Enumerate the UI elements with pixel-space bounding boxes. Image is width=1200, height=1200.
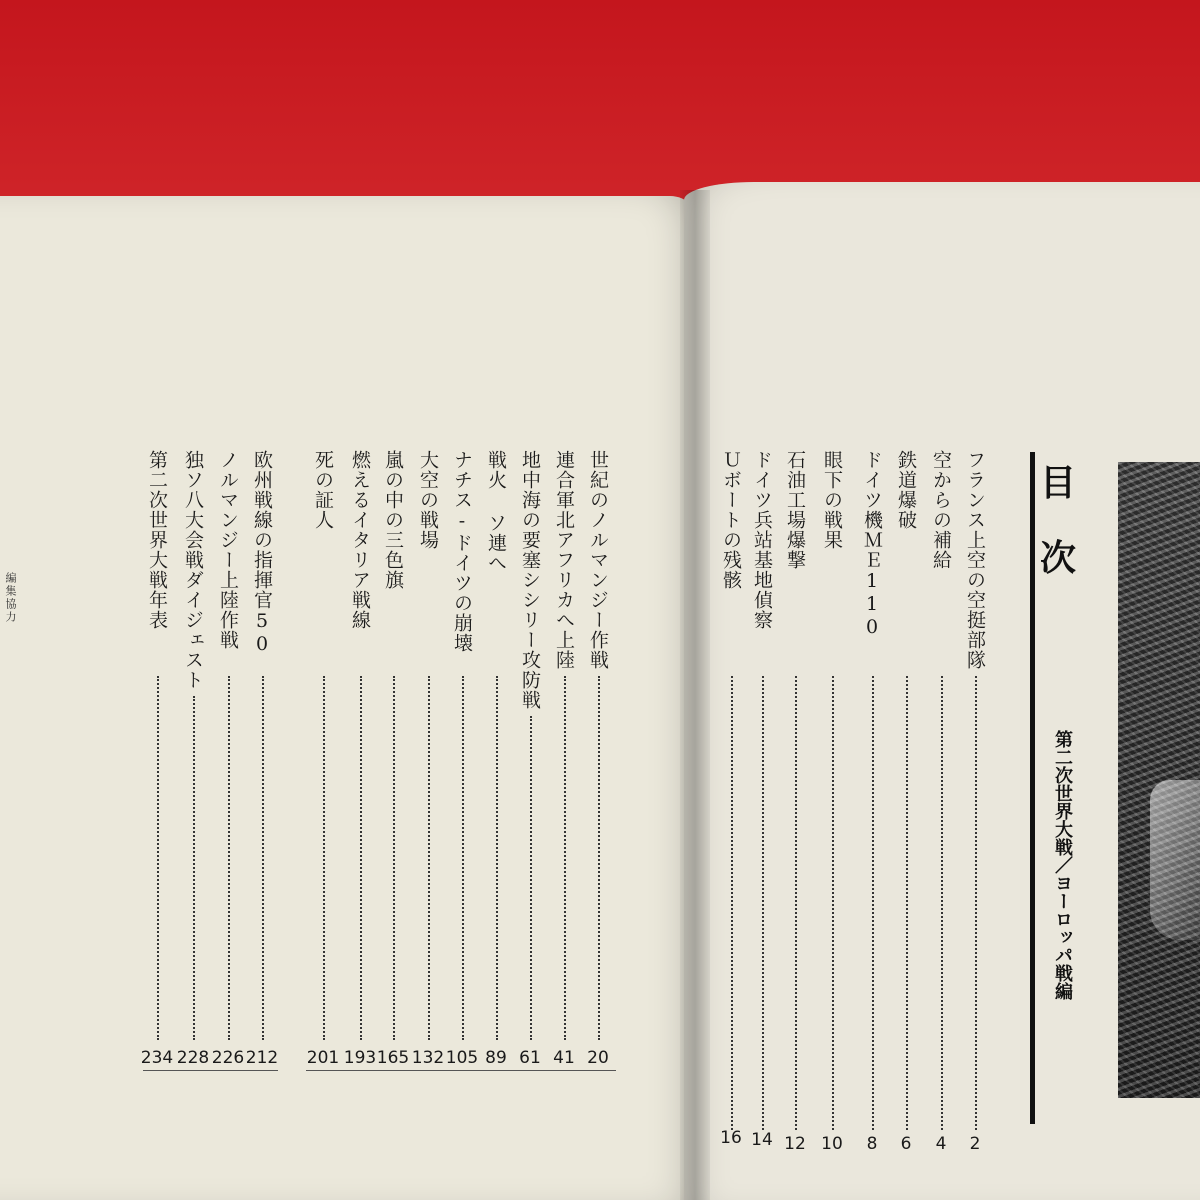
toc-subtitle: 第二次世界大戦／ヨーロッパ戦編 [1052, 730, 1073, 1000]
toc-entry-label: 第二次世界大戦年表 [146, 450, 168, 630]
toc-entry-page: 212 [245, 1048, 279, 1068]
toc-entry-label: ナチス-ドイツの崩壊 [451, 450, 473, 653]
toc-entry-page: 10 [821, 1134, 843, 1154]
toc-entry-page: 89 [485, 1048, 507, 1068]
toc-leader-dots [872, 676, 876, 1130]
page-number-rule [143, 1070, 278, 1071]
toc-entry-label: 地中海の要塞シシリー攻防戦 [519, 450, 541, 710]
toc-leader-dots [193, 696, 197, 1040]
toc-entry-page: 105 [445, 1048, 479, 1068]
toc-entry-label: 戦火 ソ連へ [485, 450, 507, 573]
toc-entry-page: 41 [553, 1048, 575, 1068]
toc-leader-dots [832, 676, 836, 1130]
toc-entry-page: 12 [784, 1134, 806, 1154]
toc-leader-dots [731, 676, 735, 1130]
toc-entry-label: 大空の戦場 [417, 450, 439, 550]
toc-leader-dots [795, 676, 799, 1130]
toc-entry-label: 眼下の戦果 [821, 450, 843, 550]
toc-leader-dots [906, 676, 910, 1130]
toc-entry-page: 14 [751, 1130, 773, 1150]
toc-entry-label: 独ソ八大会戦ダイジェスト [182, 450, 204, 690]
toc-entry-label: フランス上空の空挺部隊 [964, 450, 986, 670]
toc-entry-page: 234 [140, 1048, 174, 1068]
toc-entry-label: 欧州戦線の指揮官50 [251, 450, 273, 656]
toc-entry-label: 嵐の中の三色旗 [382, 450, 404, 590]
toc-title-char-1: 目 [1040, 462, 1077, 504]
toc-entry-label: ドイツ兵站基地偵察 [751, 450, 773, 630]
toc-entry-label: Ｕボートの残骸 [720, 450, 742, 590]
toc-leader-dots [262, 676, 266, 1040]
toc-entry-label: ノルマンジー上陸作戦 [217, 450, 239, 650]
toc-entry-page: 16 [720, 1128, 742, 1148]
toc-entry-page: 4 [935, 1134, 947, 1154]
toc-leader-dots [462, 676, 466, 1040]
toc-leader-dots [762, 676, 766, 1130]
toc-leader-dots [564, 676, 568, 1040]
toc-entry-label: 空からの補給 [930, 450, 952, 570]
toc-leader-dots [360, 676, 364, 1040]
toc-entry-label: 死の証人 [312, 450, 334, 530]
toc-leader-dots [496, 676, 500, 1040]
toc-leader-dots [157, 676, 161, 1040]
toc-entry-page: 201 [306, 1048, 340, 1068]
toc-entry-label: 燃えるイタリア戦線 [349, 450, 371, 630]
toc-leader-dots [228, 676, 232, 1040]
toc-entry-page: 228 [176, 1048, 210, 1068]
toc-entry-label: 石油工場爆撃 [784, 450, 806, 570]
toc-leader-dots [323, 676, 327, 1040]
toc-entry-page: 61 [519, 1048, 541, 1068]
toc-leader-dots [975, 676, 979, 1130]
toc-leader-dots [530, 716, 534, 1040]
sea-photo-highlight [1150, 780, 1200, 940]
toc-leader-dots [428, 676, 432, 1040]
toc-leader-dots [393, 676, 397, 1040]
toc-entry-page: 2 [969, 1134, 981, 1154]
toc-entry-page: 165 [376, 1048, 410, 1068]
book-gutter [680, 190, 710, 1200]
toc-entry-page: 226 [211, 1048, 245, 1068]
toc-entry-label: ドイツ機ＭＥ110 [861, 450, 883, 639]
toc-entry-page: 193 [343, 1048, 377, 1068]
toc-entry-page: 8 [866, 1134, 878, 1154]
toc-leader-dots [598, 676, 602, 1040]
toc-entry-page: 6 [900, 1134, 912, 1154]
page-number-rule [306, 1070, 616, 1071]
toc-title-char-2: 次 [1040, 537, 1077, 579]
toc-entry-label: 世紀のノルマンジー作戦 [587, 450, 609, 670]
title-rule [1030, 452, 1035, 1124]
toc-entry-label: 鉄道爆破 [895, 450, 917, 530]
toc-leader-dots [941, 676, 945, 1130]
toc-entry-page: 132 [411, 1048, 445, 1068]
toc-entry-page: 20 [587, 1048, 609, 1068]
toc-entry-label: 連合軍北アフリカへ上陸 [553, 450, 575, 670]
editorial-credit: 編集協力 [4, 572, 17, 624]
